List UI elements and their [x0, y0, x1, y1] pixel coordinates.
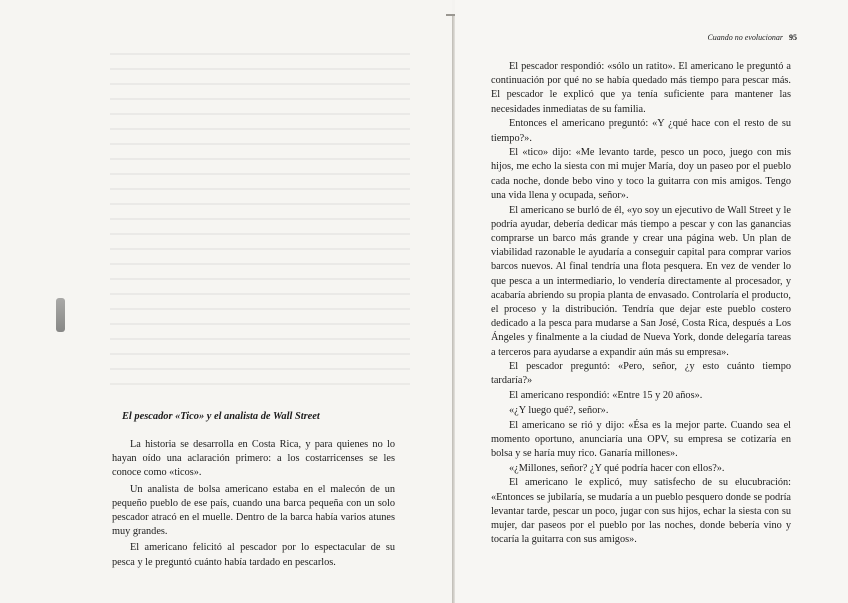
paragraph: El «tico» dijo: «Me levanto tarde, pesco un poco, juego con mis hijos, me echo la siesta con mi mujer María, doy un paseo por el pueblo cada noche, donde bebo vino y toco la guitarra con mis amigos. Tengo una vida llena y ocupada, señor».: [491, 147, 791, 201]
paragraph: Un analista de bolsa americano estaba en el malecón de un pequeño pueblo de ese país, cuando una barca pequeña con un solo pescador atracó en el muelle. Dentro de la barca había varios atunes muy grandes.: [112, 483, 395, 538]
bleed-through-text: [110, 40, 410, 380]
paragraph: El americano felicitó al pescador por lo espectacular de su pesca y le preguntó cuánto había tardado en pescarlos.: [112, 542, 395, 568]
left-page-text: [112, 411, 395, 572]
paragraph: El pescador respondió: «sólo un ratito». El americano le preguntó a continuación por qué no se había quedado más tiempo para pescar más. El pescador le explicó que ya tenía suficiente para mantener las necesidades inmediatas de su familia.: [491, 61, 791, 115]
running-title: Cuando no evolucionar: [707, 33, 783, 42]
right-page-text: [491, 60, 791, 548]
paragraph: Entonces el americano preguntó: «Y ¿qué hace con el resto de su tiempo?».: [491, 118, 791, 144]
paragraph: El americano se rió y dijo: «Ésa es la mejor parte. Cuando sea el momento oportuno, anunciaría una OPV, su empresa se cotizaría en bolsa y se haría muy rico. Ganaría millones».: [491, 419, 791, 459]
running-header: [0, 33, 848, 42]
paragraph: El americano respondió: «Entre 15 y 20 años».: [509, 390, 703, 402]
paragraph: «¿Y luego qué?, señor».: [509, 404, 609, 416]
page-edge-mark: [56, 298, 65, 332]
page-number: 95: [789, 33, 797, 42]
paragraph: El pescador preguntó: «Pero, señor, ¿y esto cuánto tiempo tardaría?»: [491, 361, 791, 387]
section-title: El pescador «Tico» y el analista de Wall Street: [122, 411, 320, 422]
paragraph: El americano le explicó, muy satisfecho de su elucubración: «Entonces se jubilaría, se mudaría a un pueblo pesquero donde se podría levantar tarde, pescar un poco, jugar con sus hijos, echar la siesta con su mujer, dar paseos por el pueblo por las noches, donde bebería vino y tocaría la guitarra con sus amigos».: [491, 477, 791, 546]
paragraph: La historia se desarrolla en Costa Rica, y para quienes no lo hayan oído una aclaración primero: a los costarricenses se les conoce como «ticos».: [112, 439, 395, 479]
paragraph: «¿Millones, señor? ¿Y qué podría hacer con ellos?».: [509, 462, 725, 474]
paragraph: El americano se burló de él, «yo soy un ejecutivo de Wall Street y le podría ayudar, debería dedicar más tiempo a pescar y con las ganancias comprarse un barco más grande y crear una página web. Un plan de viabilidad razonable le ayudaría a conseguir capital para comprar varios barcos nuevos. Al final tendría una flota pesquera. En vez de vender lo que pesca a un intermediario, lo vendería directamente al procesador, y acabaría abriendo su propia planta de envasado. Controlaría el producto, el proceso y la distribución. Tendría que dejar este pueblo costero dedicado a la pesca para mudarse a San José, Costa Rica, después a Los Ángeles y finalmente a la ciudad de Nueva York, donde delegaría tareas a terceros para ayudarse a expandir aún más su empresa».: [491, 204, 791, 358]
